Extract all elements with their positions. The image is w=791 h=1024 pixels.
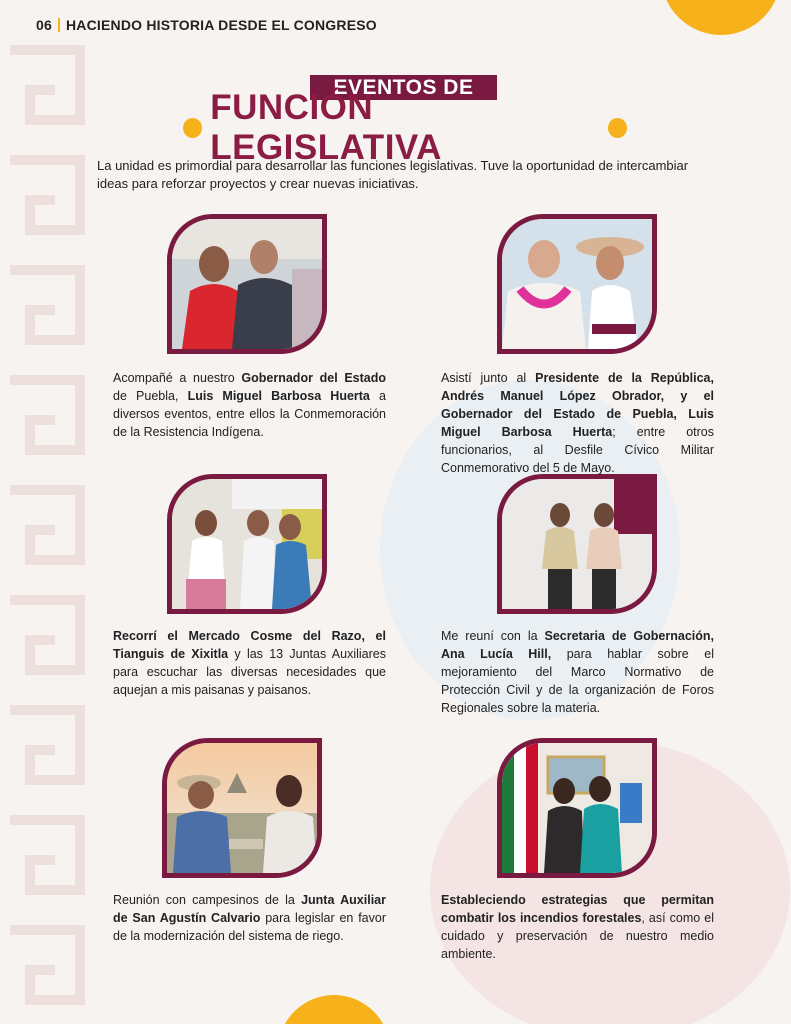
caption-bold-text: Recorrí el Mercado Cosme del Razo, el Tianguis de Xixitla [113, 629, 386, 661]
decorative-circle [661, 0, 781, 35]
event-photo-5 [162, 738, 322, 878]
caption-text: Asistí junto al [441, 371, 536, 385]
caption-bold-text: Presidente de la República, Andrés Manuel López Obrador, y el Gobernador del Estado de Puebla, Luis Miguel Barbosa Huerta [441, 371, 714, 439]
title-line-1: EVENTOS DE [310, 75, 497, 100]
title-line-2: FUNCIÓN LEGISLATIVA [210, 88, 442, 167]
page-header [36, 17, 377, 33]
caption-text: de Puebla, [113, 389, 188, 403]
caption-text: , así como el cuidado y preservación de nuestro medio ambiente. [441, 911, 714, 961]
caption-text: Reunión con campesinos de la [113, 893, 302, 907]
caption-bold-text: Junta Auxiliar de San Agustín Calvario [113, 893, 386, 925]
caption-bold-text: Luis Miguel Barbosa Huerta [187, 389, 370, 403]
event-photo-2 [497, 214, 657, 354]
event-photo-3 [167, 474, 327, 614]
decorative-pattern [0, 30, 90, 1020]
caption-bold-text: Secretaria de Gobernación, Ana Lucía Hill, [441, 629, 714, 661]
caption-text: para legislar en favor de la modernización del sistema de riego. [113, 911, 386, 943]
decorative-circle [278, 995, 390, 1024]
section-title: HACIENDO HISTORIA DESDE EL CONGRESO [65, 17, 377, 33]
header-separator [58, 18, 60, 32]
event-caption-6 [441, 891, 714, 963]
event-caption-2 [441, 369, 714, 477]
caption-text: Me reuní con la [441, 629, 545, 643]
intro-paragraph: La unidad es primordial para desarrollar las funciones legislativas. Tuve la oportunidad de intercambiar ideas para reforzar proyectos y crear nuevas iniciativas. [97, 158, 689, 191]
title-line-2-wrap [175, 88, 635, 167]
event-caption-5 [113, 891, 386, 945]
event-caption-1 [113, 369, 386, 441]
event-caption-4 [441, 627, 714, 717]
caption-bold-text: Estableciendo estrategias que permitan combatir los incendios forestales [441, 893, 714, 925]
page-number: 06 [36, 17, 52, 33]
caption-text: Acompañé a nuestro [113, 371, 242, 385]
event-photo-4 [497, 474, 657, 614]
caption-text: para hablar sobre el mejoramiento del Marco Normativo de Protección Civil y de la organización de Foros Regionales sobre la materia. [441, 647, 714, 715]
caption-text: y las 13 Juntas Auxiliares para escuchar las diversas necesidades que aquejan a mis paisanas y paisanos. [113, 647, 386, 697]
caption-text: a diversos eventos, entre ellos la Conmemoración de la Resistencia Indígena. [113, 389, 386, 439]
event-caption-3 [113, 627, 386, 699]
caption-text: ; entre otros funcionarios, al Desfile Cívico Militar Conmemorativo del 5 de Mayo. [441, 425, 714, 475]
caption-bold-text: Gobernador del Estado [241, 371, 387, 385]
event-photo-1 [167, 214, 327, 354]
bullet-dot-icon [183, 118, 202, 138]
event-photo-6 [497, 738, 657, 878]
bullet-dot-icon [608, 118, 627, 138]
